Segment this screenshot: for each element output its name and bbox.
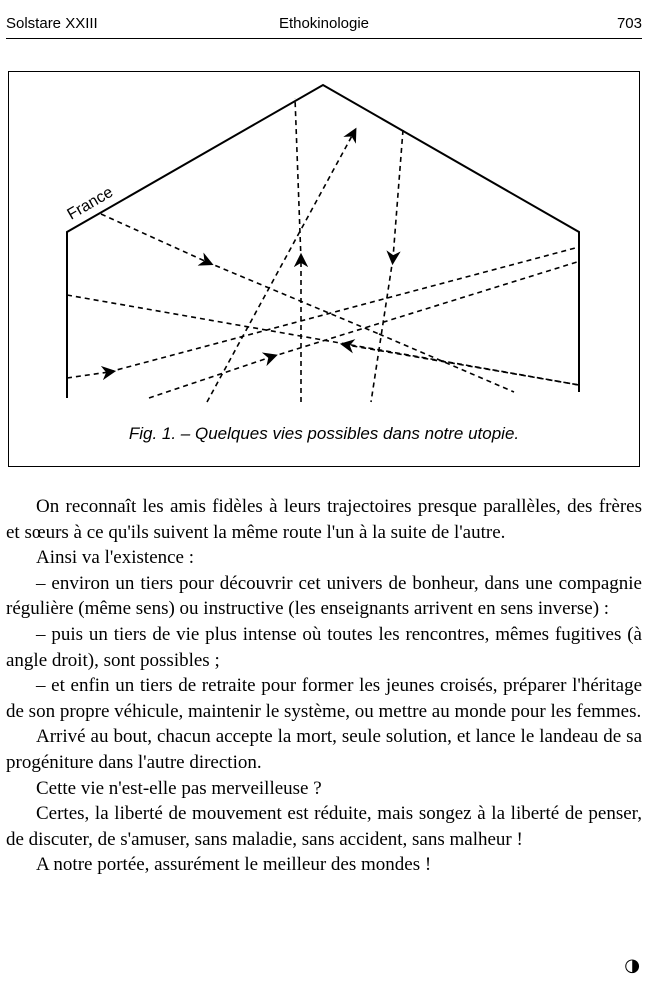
trajectory-1 (101, 214, 207, 262)
trajectory-2 (67, 295, 579, 385)
paragraph: – puis un tiers de vie plus intense où toutes les rencontres, mêmes fugitives (à angle droit), sont possibles ; (6, 623, 642, 671)
trajectory-5 (149, 357, 271, 398)
trajectory-8 (393, 130, 403, 258)
paragraph: Ainsi va l'existence : (36, 547, 195, 569)
trajectory-5b (271, 262, 577, 357)
header-section: Ethokinologie (278, 15, 370, 32)
article-body (6, 494, 642, 878)
trajectory-6 (207, 134, 353, 402)
paragraph: – et enfin un tiers de retraite pour former les jeunes croisés, préparer l'héritage de son propre véhicule, maintenir le système, ou mettre au monde pour les femmes. (6, 675, 642, 722)
territory-outline (64, 85, 579, 398)
figure-caption: Fig. 1. – Quelques vies possibles dans notre utopie. (128, 424, 520, 443)
trajectory-4b (109, 247, 579, 372)
trajectory-8b (371, 258, 393, 402)
header-rule (6, 38, 642, 39)
running-header (6, 14, 642, 36)
figure-box (8, 71, 640, 467)
paragraph: Certes, la liberté de mouvement est réduite, mais songez à la liberté de penser, de discuter, de s'amuser, sans maladie, sans accident, sans malheur ! (6, 803, 642, 850)
page-number: 703 (616, 15, 642, 32)
paragraph: A notre portée, assurément le meilleur des mondes ! (36, 854, 432, 876)
end-of-article-icon: ◑ (624, 955, 640, 976)
trajectory-3 (347, 345, 579, 385)
france-label: France (64, 183, 117, 224)
trajectory-diagram (9, 72, 639, 466)
paragraph: Arrivé au bout, chacun accepte la mort, seule solution, et lance le landeau de sa progéniture dans l'autre direction. (6, 726, 642, 773)
paragraph: Cette vie n'est-elle pas merveilleuse ? (36, 777, 322, 799)
paragraph: On reconnaît les amis fidèles à leurs trajectoires presque parallèles, des frères et sœurs à ce qu'ils suivent la même route l'un à la suite de l'autre. (6, 496, 642, 543)
trajectory-1c (379, 334, 514, 392)
paragraph: – environ un tiers pour découvrir cet univers de bonheur, dans une compagnie régulière (même sens) ou instructive (les enseignants arrivent en sens inverse) : (6, 572, 642, 620)
trajectory-4 (67, 372, 109, 378)
header-journal: Solstare XXIII (6, 15, 98, 32)
